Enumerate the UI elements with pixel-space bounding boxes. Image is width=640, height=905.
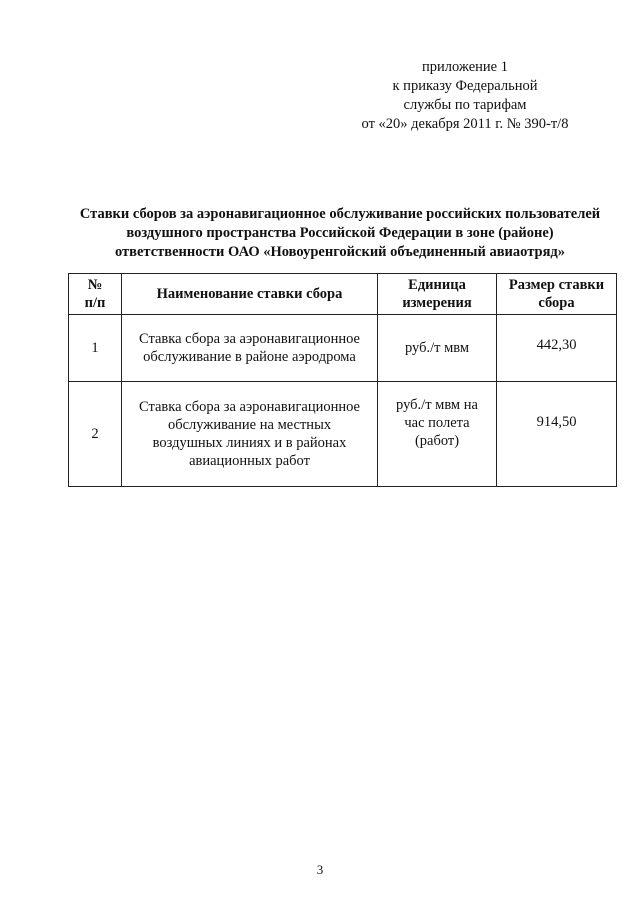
- page-number: 3: [316, 862, 324, 877]
- cell-number: 2: [69, 382, 122, 487]
- cell-rate: [497, 315, 617, 382]
- cell-name: Ставка сбора за аэронавигационное обслуживание в районе аэродрома: [122, 315, 378, 382]
- rates-table: [68, 273, 617, 487]
- appendix-line-1: приложение 1: [422, 59, 508, 75]
- rate-value: 914,50: [536, 414, 577, 430]
- appendix-line-4: от «20» декабря 2011 г. № 390-т/8: [361, 116, 569, 132]
- appendix-line-2: к приказу Федеральной: [392, 78, 538, 94]
- table-header-row: [69, 274, 617, 315]
- table-row: [69, 315, 617, 382]
- header-number: № п/п: [69, 274, 122, 315]
- document-title: [60, 205, 620, 262]
- rate-value: 442,30: [536, 337, 577, 353]
- unit-value: руб./т мвм на час полета (работ): [396, 397, 478, 449]
- title-line-1: Ставки сборов за аэронавигационное обслуживание российских пользователей: [79, 206, 601, 222]
- header-unit: Единица измерения: [378, 274, 497, 315]
- table-row: [69, 382, 617, 487]
- cell-unit: [378, 382, 497, 487]
- cell-name: Ставка сбора за аэронавигационное обслуживание на местных воздушных линиях и в районах авиационных работ: [122, 382, 378, 487]
- appendix-reference: [330, 58, 600, 134]
- cell-unit: руб./т мвм: [378, 315, 497, 382]
- header-rate: Размер ставки сбора: [497, 274, 617, 315]
- cell-rate: [497, 382, 617, 487]
- header-name: Наименование ставки сбора: [122, 274, 378, 315]
- cell-number: 1: [69, 315, 122, 382]
- title-line-3: ответственности ОАО «Новоуренгойский объединенный авиаотряд»: [114, 244, 566, 260]
- appendix-line-3: службы по тарифам: [403, 97, 527, 113]
- title-line-2: воздушного пространства Российской Федерации в зоне (районе): [126, 225, 554, 241]
